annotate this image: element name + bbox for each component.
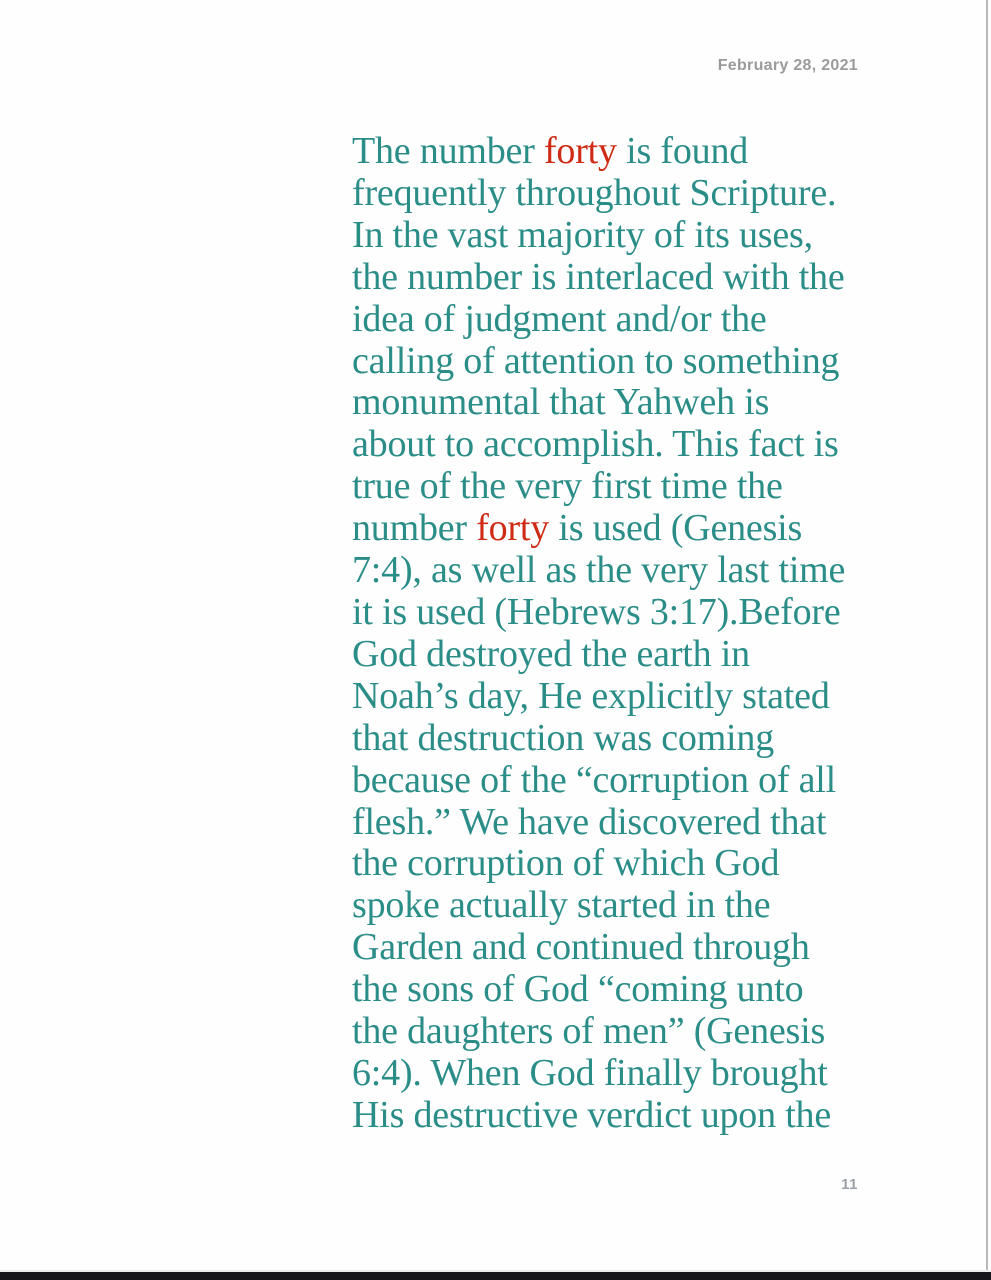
text-segment: calling of attention to something bbox=[352, 339, 840, 382]
text-line bbox=[352, 173, 845, 215]
text-segment: about to accomplish. This fact is bbox=[352, 423, 839, 466]
text-line bbox=[352, 215, 845, 257]
text-line bbox=[352, 299, 845, 341]
bottom-bar bbox=[0, 1270, 991, 1280]
text-segment: His destructive verdict upon the bbox=[352, 1093, 832, 1136]
text-line bbox=[352, 676, 845, 718]
page-edge-line bbox=[986, 0, 988, 1272]
text-segment: the sons of God “coming unto bbox=[352, 968, 804, 1011]
text-segment: flesh.” We have discovered that bbox=[352, 800, 827, 843]
text-segment: The number bbox=[352, 130, 544, 172]
text-segment: 6:4). When God finally brought bbox=[352, 1051, 828, 1094]
text-segment: the daughters of men” (Genesis bbox=[352, 1010, 826, 1053]
text-segment: Garden and continued through bbox=[352, 926, 810, 969]
text-segment: that destruction was coming bbox=[352, 716, 775, 759]
text-segment: is used (Genesis bbox=[549, 507, 803, 550]
text-segment: 7:4), as well as the very last time bbox=[352, 549, 846, 592]
text-line bbox=[352, 550, 845, 592]
text-segment: the corruption of which God bbox=[352, 842, 780, 885]
text-line bbox=[352, 760, 845, 802]
text-segment: the number is interlaced with the bbox=[352, 255, 845, 298]
text-line bbox=[352, 969, 845, 1011]
text-line bbox=[352, 341, 845, 383]
text-line bbox=[352, 718, 845, 760]
text-line bbox=[352, 1095, 845, 1137]
text-line bbox=[352, 927, 845, 969]
text-line bbox=[352, 634, 845, 676]
text-line bbox=[352, 802, 845, 844]
text-segment: God destroyed the earth in bbox=[352, 632, 750, 675]
text-segment: monumental that Yahweh is bbox=[352, 381, 770, 424]
page-number: 11 bbox=[841, 1176, 858, 1193]
text-segment: it is used (Hebrews 3:17).Before bbox=[352, 590, 841, 633]
text-line bbox=[352, 424, 845, 466]
text-segment: Noah’s day, He explicitly stated bbox=[352, 674, 830, 717]
text-line bbox=[352, 257, 845, 299]
article-body bbox=[352, 131, 845, 1137]
highlighted-word: forty bbox=[476, 507, 550, 550]
text-line bbox=[352, 885, 845, 927]
text-segment: spoke actually started in the bbox=[352, 884, 771, 927]
text-line bbox=[352, 382, 845, 424]
text-segment: number bbox=[352, 507, 477, 550]
text-segment: idea of judgment and/or the bbox=[352, 297, 767, 340]
date-header: February 28, 2021 bbox=[717, 57, 858, 74]
text-segment: is found bbox=[616, 130, 749, 172]
text-segment: frequently throughout Scripture. bbox=[352, 171, 837, 214]
highlighted-word: forty bbox=[543, 130, 617, 172]
text-line bbox=[352, 592, 845, 634]
text-line bbox=[352, 508, 845, 550]
text-segment: In the vast majority of its uses, bbox=[352, 213, 813, 256]
text-segment: true of the very first time the bbox=[352, 465, 783, 508]
text-line bbox=[352, 466, 845, 508]
text-line bbox=[352, 1011, 845, 1053]
text-line bbox=[352, 843, 845, 885]
text-line bbox=[352, 1053, 845, 1095]
text-segment: because of the “corruption of all bbox=[352, 758, 837, 801]
text-line bbox=[352, 131, 845, 173]
